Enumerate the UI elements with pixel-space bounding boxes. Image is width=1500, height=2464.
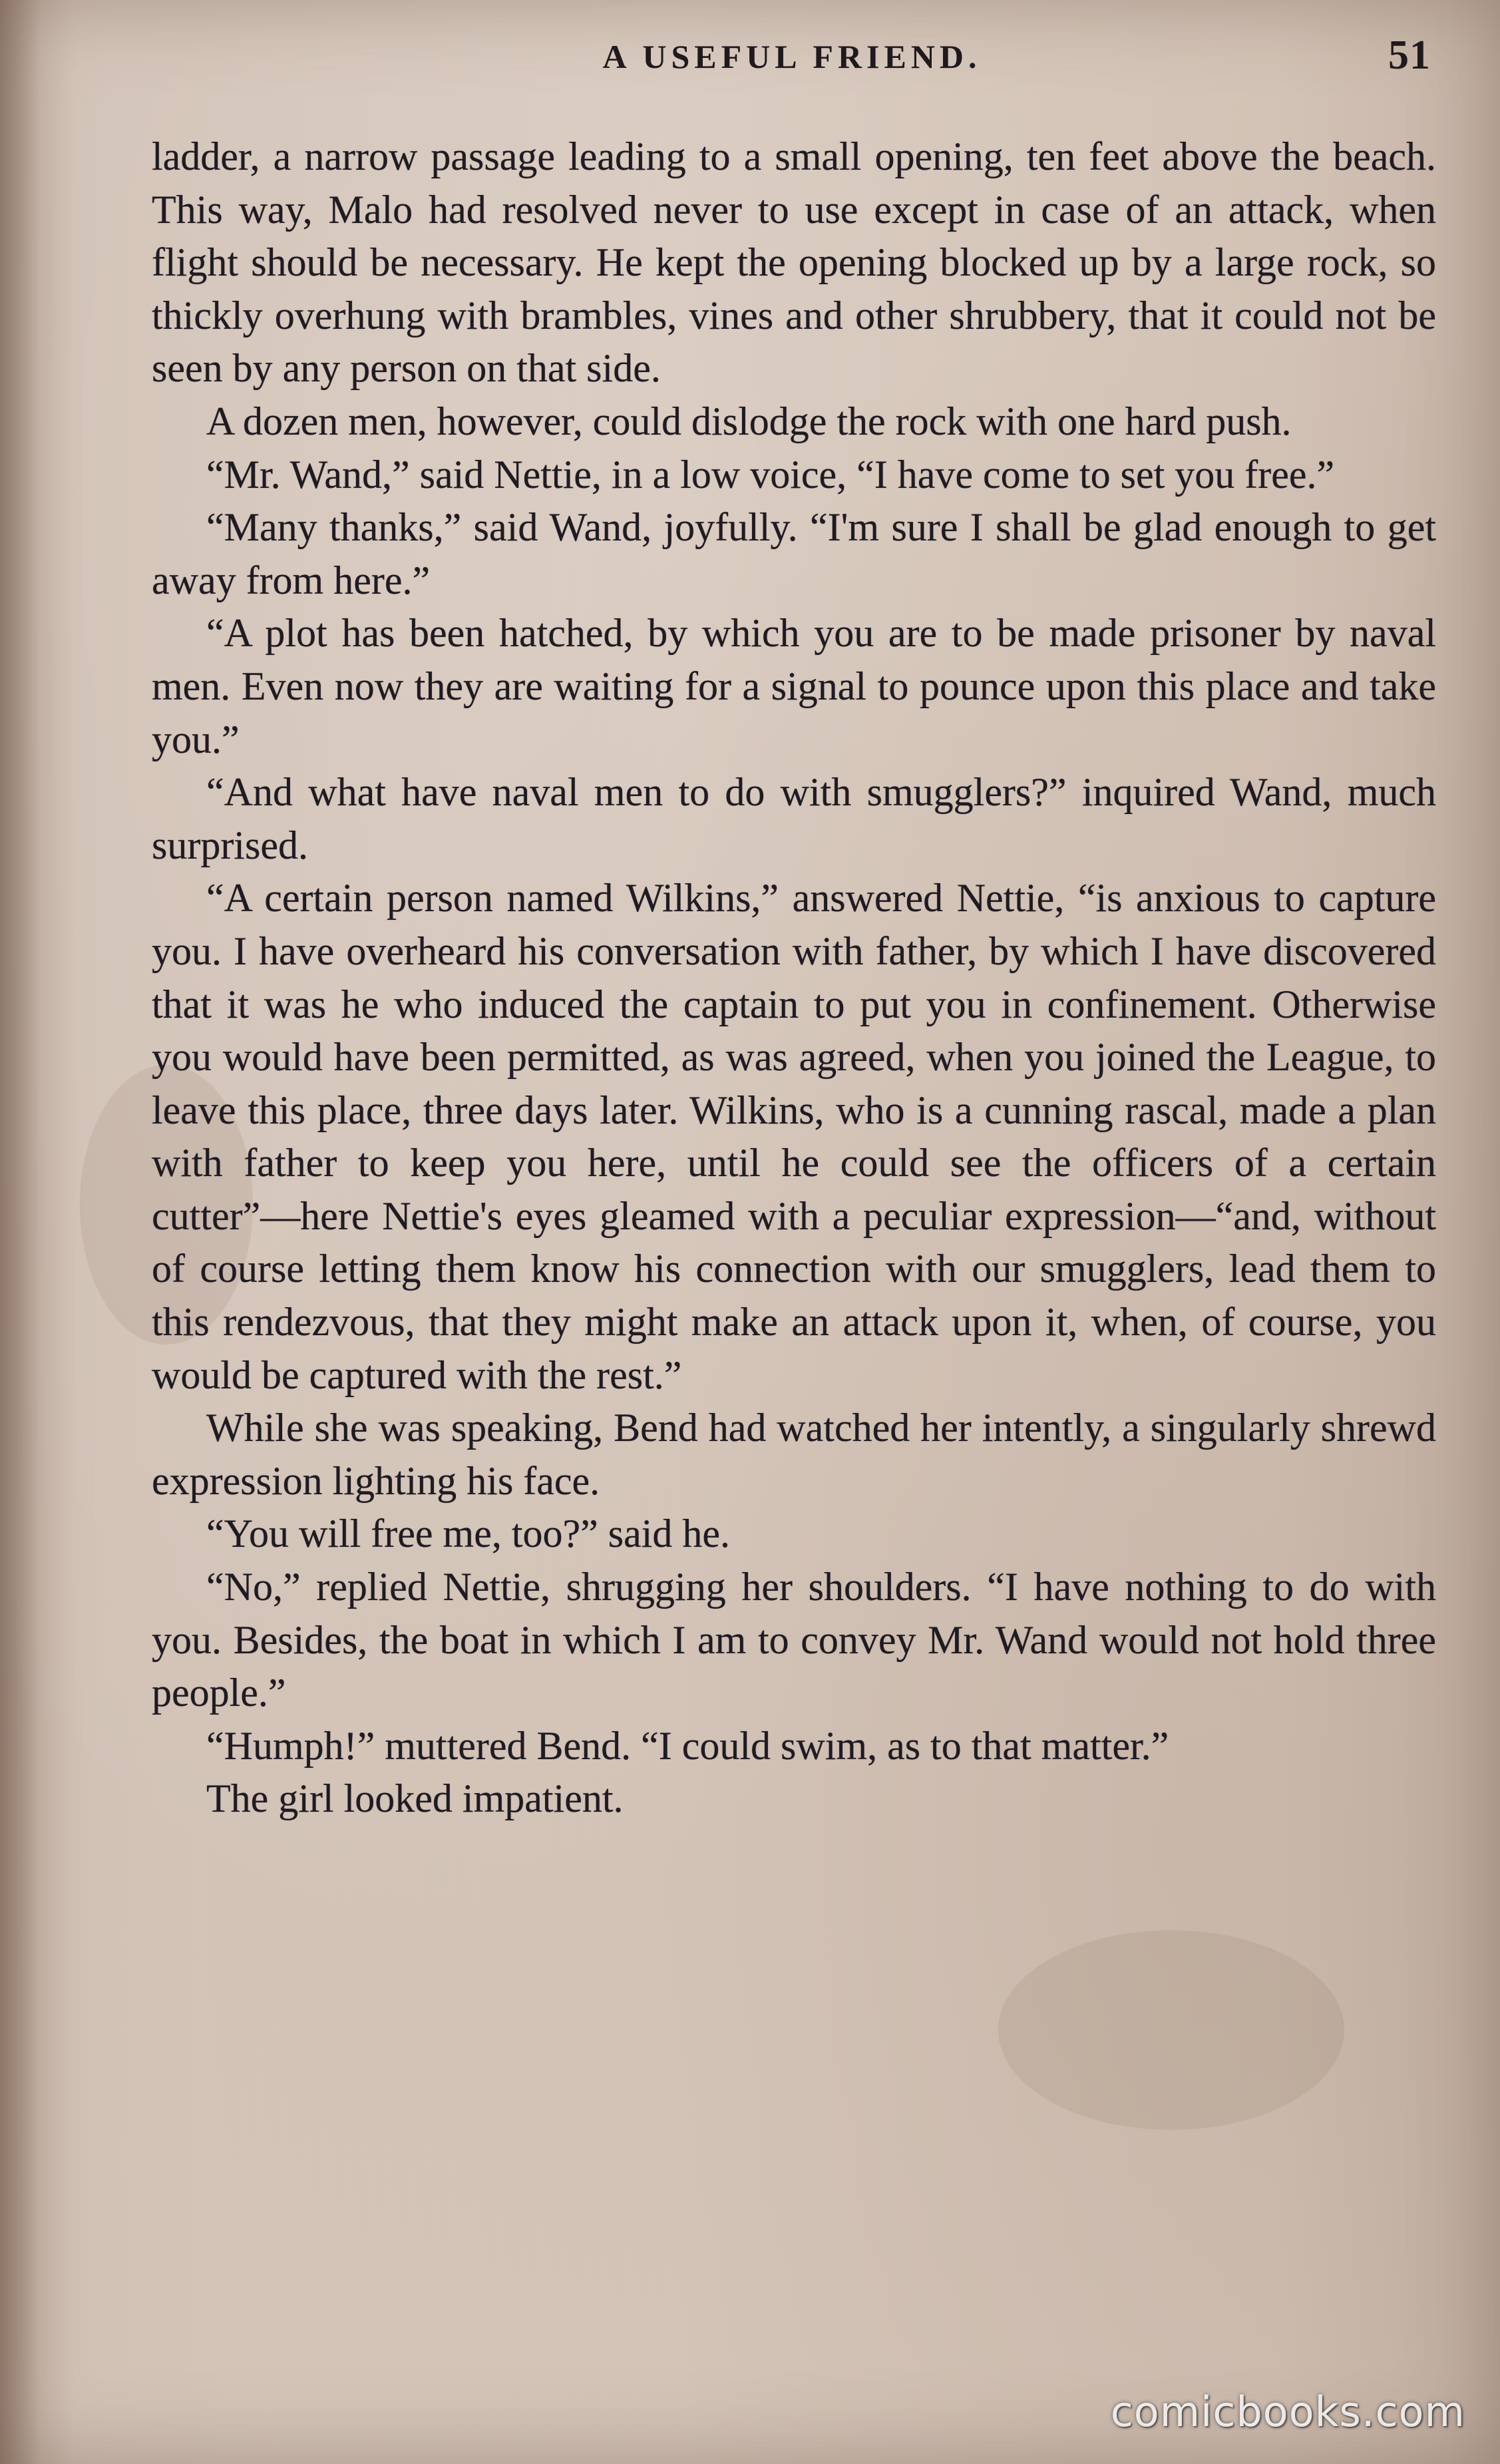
paragraph: “You will free me, too?” said he.: [206, 1512, 731, 1556]
paragraph: The girl looked impatient.: [206, 1776, 624, 1821]
running-header: [153, 32, 1431, 85]
paragraph: “A certain person named Wilkins,” answered Nettie, “is anxious to capture you. I have overheard his conversation with father, by which I have discovered that it was he who induced the captain to put you in confinement. Otherwise you would have been permitted, as was agreed, when you joined the League, to leave this place, three days later. Wilkins, who is a cunning rascal, made a plan with father to keep you here, until he could see the officers of a certain cutter”—here Nettie's eyes gleamed with a peculiar expression—“and, without of course letting them know his connection with our smugglers, lead them to this rendezvous, that they might make an attack upon it, when, of course, you would be captured with the rest.”: [152, 876, 1436, 1397]
paragraph: A dozen men, however, could dislodge the rock with one hard push.: [206, 399, 1292, 443]
paper-stain: [998, 1930, 1344, 2130]
paragraph: “And what have naval men to do with smugglers?” inquired Wand, much surprised.: [152, 770, 1436, 867]
paragraph: “Mr. Wand,” said Nettie, in a low voice, “I have come to set you free.”: [206, 452, 1335, 497]
paragraph: “Many thanks,” said Wand, joyfully. “I'm sure I shall be glad enough to get away from here.”: [152, 505, 1436, 602]
body-text: [152, 130, 1436, 1826]
paragraph: “No,” replied Nettie, shrugging her shoulders. “I have nothing to do with you. Besides, the boat in which I am to convey Mr. Wand would not hold three people.”: [152, 1565, 1436, 1715]
paragraph: “Humph!” muttered Bend. “I could swim, as to that matter.”: [206, 1723, 1169, 1768]
watermark: comicbooks.com: [1110, 2387, 1465, 2436]
paragraph: “A plot has been hatched, by which you are to be made prisoner by naval men. Even now they are waiting for a signal to pounce upon this place and take you.”: [152, 611, 1436, 761]
paragraph-continued: ladder, a narrow passage leading to a small opening, ten feet above the beach. This way, Malo had resolved never to use except in case of an attack, when flight should be necessary. He kept the opening blocked up by a large rock, so thickly overhung with brambles, vines and other shrubbery, that it could not be seen by any person on that side.: [152, 134, 1436, 391]
page-number: 51: [1388, 33, 1431, 78]
paragraph: While she was speaking, Bend had watched her intently, a singularly shrewd expression lighting his face.: [152, 1406, 1436, 1503]
running-title: A USEFUL FRIEND.: [602, 38, 982, 75]
page-edge-shadow: [0, 0, 40, 2464]
